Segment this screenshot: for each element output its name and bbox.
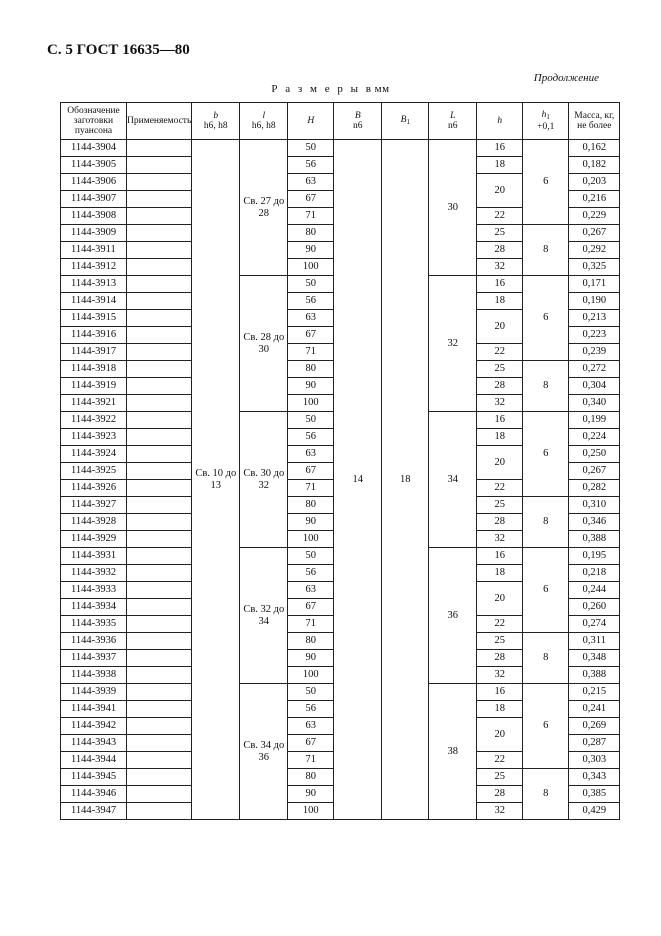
- h-cell: 22: [477, 752, 523, 769]
- mass-cell: 0,292: [569, 242, 620, 259]
- mass-cell: 0,260: [569, 599, 620, 616]
- dimensions-unit: в мм: [365, 83, 390, 95]
- designation-cell: 1144-3922: [61, 412, 127, 429]
- mass-cell: 0,171: [569, 276, 620, 293]
- h-cell: 22: [477, 616, 523, 633]
- H-cell: 56: [288, 429, 334, 446]
- application-cell: [127, 531, 192, 548]
- h-cell: 25: [477, 497, 523, 514]
- header-h1-tolerance: +0,1: [537, 122, 555, 132]
- H-cell: 63: [288, 582, 334, 599]
- application-cell: [127, 259, 192, 276]
- l-cell: Св. 32 до 34: [240, 548, 288, 684]
- application-cell: [127, 633, 192, 650]
- mass-cell: 0,388: [569, 531, 620, 548]
- dimensions-caption: [0, 83, 661, 95]
- H-cell: 80: [288, 497, 334, 514]
- H-cell: 67: [288, 463, 334, 480]
- application-cell: [127, 667, 192, 684]
- header-B1-symbol: B: [400, 115, 407, 125]
- designation-cell: 1144-3906: [61, 174, 127, 191]
- h-cell: 18: [477, 157, 523, 174]
- H-cell: 71: [288, 752, 334, 769]
- h-cell: 22: [477, 208, 523, 225]
- h-cell: 18: [477, 429, 523, 446]
- application-cell: [127, 684, 192, 701]
- application-cell: [127, 514, 192, 531]
- mass-cell: 0,241: [569, 701, 620, 718]
- h-cell: 32: [477, 395, 523, 412]
- header-h: [477, 103, 523, 140]
- h-cell: 18: [477, 701, 523, 718]
- h-cell: 25: [477, 633, 523, 650]
- designation-cell: 1144-3932: [61, 565, 127, 582]
- designation-cell: 1144-3915: [61, 310, 127, 327]
- H-cell: 100: [288, 395, 334, 412]
- application-cell: [127, 616, 192, 633]
- application-cell: [127, 446, 192, 463]
- designation-cell: 1144-3941: [61, 701, 127, 718]
- application-cell: [127, 429, 192, 446]
- mass-cell: 0,244: [569, 582, 620, 599]
- h-cell: 28: [477, 650, 523, 667]
- designation-cell: 1144-3929: [61, 531, 127, 548]
- application-cell: [127, 174, 192, 191]
- h1-cell: 8: [523, 769, 569, 820]
- H-cell: 67: [288, 327, 334, 344]
- mass-cell: 0,250: [569, 446, 620, 463]
- h1-cell: 6: [523, 684, 569, 769]
- application-cell: [127, 412, 192, 429]
- designation-cell: 1144-3934: [61, 599, 127, 616]
- designation-cell: 1144-3927: [61, 497, 127, 514]
- application-cell: [127, 276, 192, 293]
- application-cell: [127, 480, 192, 497]
- mass-cell: 0,311: [569, 633, 620, 650]
- h-cell: 20: [477, 582, 523, 616]
- designation-cell: 1144-3946: [61, 786, 127, 803]
- l-cell: Св. 28 до 30: [240, 276, 288, 412]
- header-l: [240, 103, 288, 140]
- application-cell: [127, 344, 192, 361]
- application-cell: [127, 395, 192, 412]
- h-cell: 16: [477, 684, 523, 701]
- mass-cell: 0,287: [569, 735, 620, 752]
- h-cell: 20: [477, 310, 523, 344]
- header-b-symbol: b: [213, 111, 219, 121]
- designation-cell: 1144-3936: [61, 633, 127, 650]
- h-cell: 22: [477, 344, 523, 361]
- page-title: С. 5 ГОСТ 16635—80: [47, 42, 190, 58]
- designation-cell: 1144-3944: [61, 752, 127, 769]
- application-cell: [127, 650, 192, 667]
- h-cell: 20: [477, 174, 523, 208]
- header-h1: [523, 103, 569, 140]
- header-B: [334, 103, 382, 140]
- designation-cell: 1144-3913: [61, 276, 127, 293]
- header-h1-symbol: h: [541, 110, 547, 120]
- H-cell: 90: [288, 786, 334, 803]
- header-l-tolerance: h6, h8: [251, 121, 276, 131]
- header-h-symbol: h: [497, 116, 503, 126]
- mass-cell: 0,267: [569, 463, 620, 480]
- designation-cell: 1144-3908: [61, 208, 127, 225]
- designation-cell: 1144-3923: [61, 429, 127, 446]
- mass-cell: 0,195: [569, 548, 620, 565]
- designation-cell: 1144-3925: [61, 463, 127, 480]
- mass-cell: 0,162: [569, 140, 620, 157]
- h1-cell: 8: [523, 633, 569, 684]
- mass-cell: 0,274: [569, 616, 620, 633]
- designation-cell: 1144-3942: [61, 718, 127, 735]
- H-cell: 100: [288, 803, 334, 820]
- h1-cell: 6: [523, 412, 569, 497]
- mass-cell: 0,267: [569, 225, 620, 242]
- l-cell: Св. 27 до 28: [240, 140, 288, 276]
- mass-cell: 0,325: [569, 259, 620, 276]
- mass-cell: 0,213: [569, 310, 620, 327]
- designation-cell: 1144-3938: [61, 667, 127, 684]
- h-cell: 16: [477, 276, 523, 293]
- application-cell: [127, 191, 192, 208]
- mass-cell: 0,304: [569, 378, 620, 395]
- header-H-symbol: H: [307, 116, 315, 126]
- h-cell: 18: [477, 293, 523, 310]
- designation-cell: 1144-3947: [61, 803, 127, 820]
- L-cell: 36: [429, 548, 477, 684]
- H-cell: 50: [288, 276, 334, 293]
- application-cell: [127, 140, 192, 157]
- h-cell: 18: [477, 565, 523, 582]
- h-cell: 22: [477, 480, 523, 497]
- h-cell: 16: [477, 140, 523, 157]
- H-cell: 80: [288, 769, 334, 786]
- mass-cell: 0,190: [569, 293, 620, 310]
- h1-cell: 6: [523, 140, 569, 225]
- H-cell: 56: [288, 293, 334, 310]
- table-header-row: [61, 103, 620, 140]
- header-application: Применяемость: [127, 103, 192, 140]
- h1-cell: 6: [523, 276, 569, 361]
- H-cell: 50: [288, 548, 334, 565]
- H-cell: 90: [288, 378, 334, 395]
- header-L: [429, 103, 477, 140]
- designation-cell: 1144-3919: [61, 378, 127, 395]
- h-cell: 20: [477, 446, 523, 480]
- mass-cell: 0,343: [569, 769, 620, 786]
- H-cell: 63: [288, 174, 334, 191]
- designation-cell: 1144-3937: [61, 650, 127, 667]
- mass-cell: 0,272: [569, 361, 620, 378]
- mass-cell: 0,239: [569, 344, 620, 361]
- designation-cell: 1144-3914: [61, 293, 127, 310]
- H-cell: 100: [288, 667, 334, 684]
- h-cell: 25: [477, 225, 523, 242]
- h-cell: 28: [477, 242, 523, 259]
- mass-cell: 0,346: [569, 514, 620, 531]
- mass-cell: 0,340: [569, 395, 620, 412]
- designation-cell: 1144-3911: [61, 242, 127, 259]
- designation-cell: 1144-3912: [61, 259, 127, 276]
- header-mass: Масса, кг, не более: [569, 103, 620, 140]
- mass-cell: 0,182: [569, 157, 620, 174]
- H-cell: 80: [288, 225, 334, 242]
- header-L-symbol: L: [450, 111, 456, 121]
- application-cell: [127, 718, 192, 735]
- B-cell: 14: [334, 140, 382, 820]
- header-L-tolerance: n6: [448, 121, 458, 131]
- h-cell: 16: [477, 548, 523, 565]
- h-cell: 16: [477, 412, 523, 429]
- H-cell: 67: [288, 599, 334, 616]
- mass-cell: 0,385: [569, 786, 620, 803]
- header-l-symbol: l: [262, 111, 266, 121]
- H-cell: 100: [288, 531, 334, 548]
- designation-cell: 1144-3905: [61, 157, 127, 174]
- designation-cell: 1144-3926: [61, 480, 127, 497]
- designation-cell: 1144-3909: [61, 225, 127, 242]
- header-B-symbol: B: [354, 111, 361, 121]
- h-cell: 25: [477, 361, 523, 378]
- B1-cell: 18: [382, 140, 429, 820]
- designation-cell: 1144-3924: [61, 446, 127, 463]
- mass-cell: 0,218: [569, 565, 620, 582]
- application-cell: [127, 599, 192, 616]
- L-cell: 38: [429, 684, 477, 820]
- application-cell: [127, 463, 192, 480]
- H-cell: 63: [288, 718, 334, 735]
- application-cell: [127, 208, 192, 225]
- continuation-label: Продолжение: [533, 72, 599, 84]
- H-cell: 80: [288, 633, 334, 650]
- designation-cell: 1144-3907: [61, 191, 127, 208]
- L-cell: 34: [429, 412, 477, 548]
- application-cell: [127, 225, 192, 242]
- L-cell: 32: [429, 276, 477, 412]
- H-cell: 71: [288, 480, 334, 497]
- mass-cell: 0,269: [569, 718, 620, 735]
- h-cell: 32: [477, 667, 523, 684]
- mass-cell: 0,223: [569, 327, 620, 344]
- designation-cell: 1144-3918: [61, 361, 127, 378]
- h-cell: 32: [477, 803, 523, 820]
- h-cell: 32: [477, 259, 523, 276]
- dimensions-caption-text: Р а з м е р ы: [271, 83, 361, 95]
- mass-cell: 0,224: [569, 429, 620, 446]
- mass-cell: 0,429: [569, 803, 620, 820]
- designation-cell: 1144-3917: [61, 344, 127, 361]
- designation-cell: 1144-3928: [61, 514, 127, 531]
- application-cell: [127, 803, 192, 820]
- designation-cell: 1144-3933: [61, 582, 127, 599]
- designation-cell: 1144-3921: [61, 395, 127, 412]
- header-B1: [382, 103, 429, 140]
- designation-cell: 1144-3939: [61, 684, 127, 701]
- designation-cell: 1144-3904: [61, 140, 127, 157]
- H-cell: 90: [288, 242, 334, 259]
- H-cell: 71: [288, 616, 334, 633]
- application-cell: [127, 242, 192, 259]
- H-cell: 67: [288, 735, 334, 752]
- H-cell: 90: [288, 650, 334, 667]
- H-cell: 67: [288, 191, 334, 208]
- application-cell: [127, 548, 192, 565]
- h-cell: 20: [477, 718, 523, 752]
- h1-cell: 8: [523, 361, 569, 412]
- punch-blank-dimensions-table: [60, 102, 620, 820]
- l-cell: Св. 34 до 36: [240, 684, 288, 820]
- H-cell: 56: [288, 701, 334, 718]
- designation-cell: 1144-3916: [61, 327, 127, 344]
- b-cell: Св. 10 до 13: [192, 140, 240, 820]
- H-cell: 63: [288, 446, 334, 463]
- header-B-tolerance: n6: [353, 121, 363, 131]
- application-cell: [127, 752, 192, 769]
- mass-cell: 0,303: [569, 752, 620, 769]
- header-h1-subscript: 1: [546, 113, 550, 121]
- mass-cell: 0,282: [569, 480, 620, 497]
- H-cell: 56: [288, 565, 334, 582]
- application-cell: [127, 786, 192, 803]
- h-cell: 32: [477, 531, 523, 548]
- application-cell: [127, 497, 192, 514]
- application-cell: [127, 378, 192, 395]
- h1-cell: 8: [523, 497, 569, 548]
- mass-cell: 0,199: [569, 412, 620, 429]
- table-body: [61, 140, 620, 820]
- H-cell: 90: [288, 514, 334, 531]
- H-cell: 63: [288, 310, 334, 327]
- designation-cell: 1144-3943: [61, 735, 127, 752]
- h-cell: 28: [477, 786, 523, 803]
- application-cell: [127, 361, 192, 378]
- mass-cell: 0,348: [569, 650, 620, 667]
- H-cell: 50: [288, 412, 334, 429]
- H-cell: 71: [288, 344, 334, 361]
- H-cell: 71: [288, 208, 334, 225]
- application-cell: [127, 582, 192, 599]
- application-cell: [127, 769, 192, 786]
- application-cell: [127, 565, 192, 582]
- application-cell: [127, 735, 192, 752]
- mass-cell: 0,310: [569, 497, 620, 514]
- application-cell: [127, 293, 192, 310]
- h-cell: 28: [477, 514, 523, 531]
- H-cell: 80: [288, 361, 334, 378]
- header-designation: Обозначение заготовки пуансона: [61, 103, 127, 140]
- application-cell: [127, 310, 192, 327]
- header-B1-subscript: 1: [406, 118, 410, 126]
- header-H: [288, 103, 334, 140]
- application-cell: [127, 157, 192, 174]
- table-row: [61, 140, 620, 157]
- header-b-tolerance: h6, h8: [203, 121, 228, 131]
- h-cell: 28: [477, 378, 523, 395]
- L-cell: 30: [429, 140, 477, 276]
- header-b: [192, 103, 240, 140]
- H-cell: 100: [288, 259, 334, 276]
- mass-cell: 0,215: [569, 684, 620, 701]
- designation-cell: 1144-3935: [61, 616, 127, 633]
- H-cell: 50: [288, 140, 334, 157]
- H-cell: 50: [288, 684, 334, 701]
- l-cell: Св. 30 до 32: [240, 412, 288, 548]
- mass-cell: 0,229: [569, 208, 620, 225]
- mass-cell: 0,203: [569, 174, 620, 191]
- mass-cell: 0,388: [569, 667, 620, 684]
- h-cell: 25: [477, 769, 523, 786]
- H-cell: 56: [288, 157, 334, 174]
- designation-cell: 1144-3931: [61, 548, 127, 565]
- designation-cell: 1144-3945: [61, 769, 127, 786]
- h1-cell: 6: [523, 548, 569, 633]
- h1-cell: 8: [523, 225, 569, 276]
- mass-cell: 0,216: [569, 191, 620, 208]
- application-cell: [127, 701, 192, 718]
- application-cell: [127, 327, 192, 344]
